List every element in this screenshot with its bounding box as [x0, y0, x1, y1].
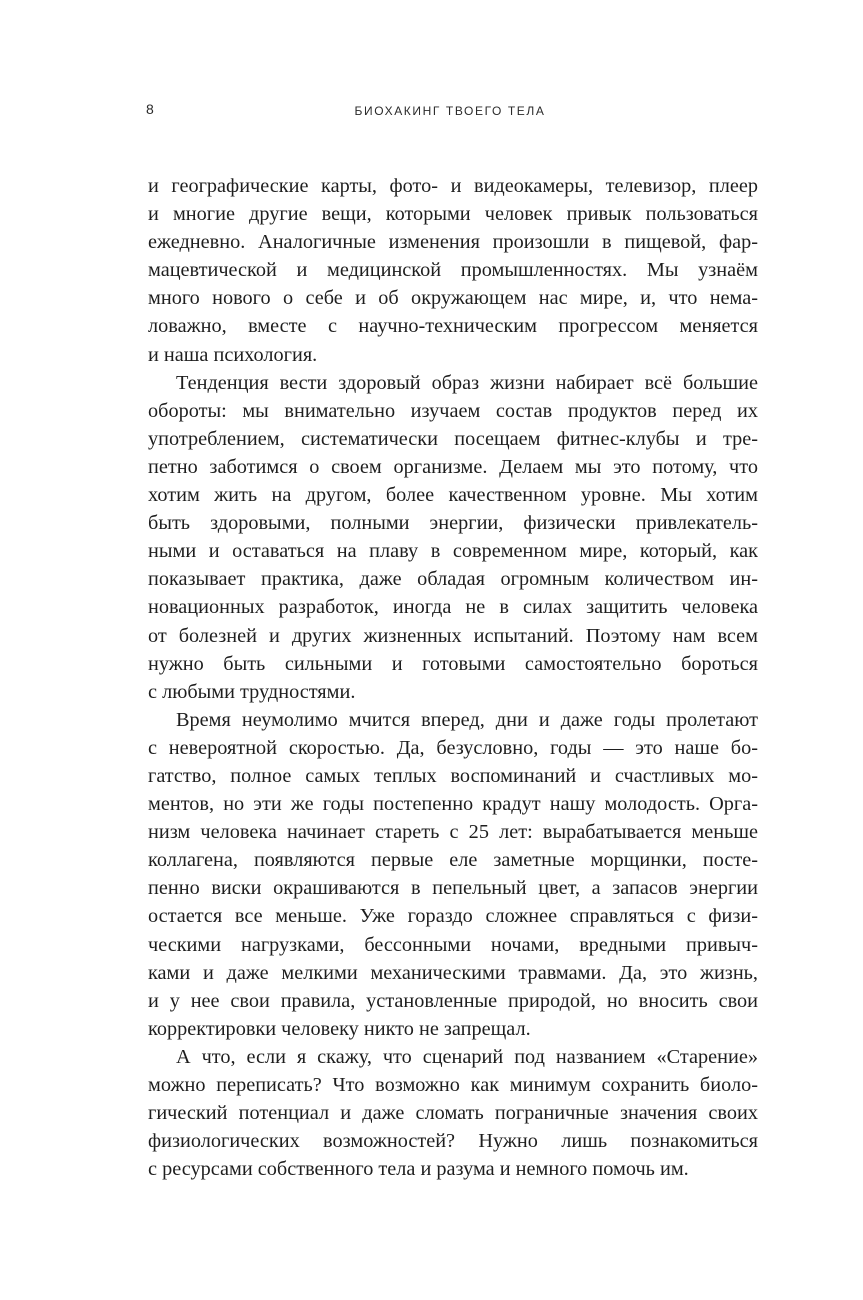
text-line: гатство, полное самых теплых воспоминаний и счастливых мо- — [148, 764, 758, 787]
text-line: можно переписать? Что возможно как минимум сохранить биоло- — [148, 1074, 758, 1096]
text-line: с ресурсами собственного тела и разума и немного помочь им. — [148, 1158, 689, 1181]
text-line: много нового о себе и об окружающем нас мире, и, что нема- — [148, 287, 758, 310]
paragraph-1 — [148, 172, 758, 369]
text-line: ментов, но эти же годы постепенно крадут нашу молодость. Орга- — [148, 793, 758, 816]
paragraph-2 — [148, 369, 758, 706]
text-line: корректировки человеку никто не запрещал. — [148, 1017, 531, 1040]
paragraph-3 — [148, 706, 758, 1043]
text-line: быть здоровыми, полными энергии, физически привлекатель- — [148, 512, 758, 535]
text-line: употреблением, систематически посещаем фитнес-клубы и тре- — [148, 427, 758, 450]
text-line: от болезней и других жизненных испытаний. Поэтому нам всем — [148, 624, 758, 647]
text-line: и географические карты, фото- и видеокамеры, телевизор, плеер — [148, 175, 758, 197]
text-line: ловажно, вместе с научно-техническим прогрессом меняется — [148, 315, 758, 338]
text-line: с любыми трудностями. — [148, 680, 356, 703]
text-line: петно заботимся о своем организме. Делаем мы это потому, что — [148, 455, 758, 478]
text-line: показывает практика, даже обладая огромным количеством ин- — [148, 568, 758, 591]
text-line: коллагена, появляются первые еле заметные морщинки, посте- — [148, 849, 758, 872]
text-line: обороты: мы внимательно изучаем состав продуктов перед их — [148, 399, 758, 422]
text-line: и у нее свои правила, установленные природой, но вносить свои — [148, 989, 758, 1012]
text-line: хотим жить на другом, более качественном уровне. Мы хотим — [148, 484, 758, 507]
text-line: А что, если я скажу, что сценарий под названием «Старение» — [176, 1045, 758, 1068]
text-line: ежедневно. Аналогичные изменения произошли в пищевой, фар- — [148, 231, 758, 254]
text-line: ными и оставаться на плаву в современном мире, который, как — [148, 540, 758, 563]
text-line: пенно виски окрашиваются в пепельный цвет, а запасов энергии — [148, 877, 758, 900]
text-line: с невероятной скоростью. Да, безусловно, годы — это наше бо- — [148, 736, 758, 759]
page-number: 8 — [146, 101, 154, 117]
text-line: и многие другие вещи, которыми человек привык пользоваться — [148, 203, 758, 226]
text-line: остается все меньше. Уже гораздо сложнее справляться с физи- — [148, 905, 758, 928]
text-line: и наша психология. — [148, 343, 318, 366]
text-line: Тенденция вести здоровый образ жизни набирает всё большие — [176, 371, 758, 394]
text-line: Время неумолимо мчится вперед, дни и даже годы пролетают — [176, 708, 758, 731]
paragraph-4 — [148, 1043, 758, 1183]
text-line: нужно быть сильными и готовыми самостоятельно бороться — [148, 652, 758, 675]
text-line: ческими нагрузками, бессонными ночами, вредными привыч- — [148, 933, 758, 956]
running-title: БИОХАКИНГ ТВОЕГО ТЕЛА — [354, 104, 546, 118]
text-line: новационных разработок, иногда не в силах защитить человека — [148, 596, 758, 619]
text-line: низм человека начинает стареть с 25 лет: вырабатывается меньше — [148, 821, 758, 844]
text-line: гический потенциал и даже сломать пограничные значения своих — [148, 1102, 758, 1125]
text-line: мацевтической и медицинской промышленностях. Мы узнаём — [148, 259, 758, 282]
body-text — [148, 172, 758, 1183]
text-line: физиологических возможностей? Нужно лишь познакомиться — [148, 1130, 758, 1153]
text-line: ками и даже мелкими механическими травмами. Да, это жизнь, — [148, 961, 758, 984]
